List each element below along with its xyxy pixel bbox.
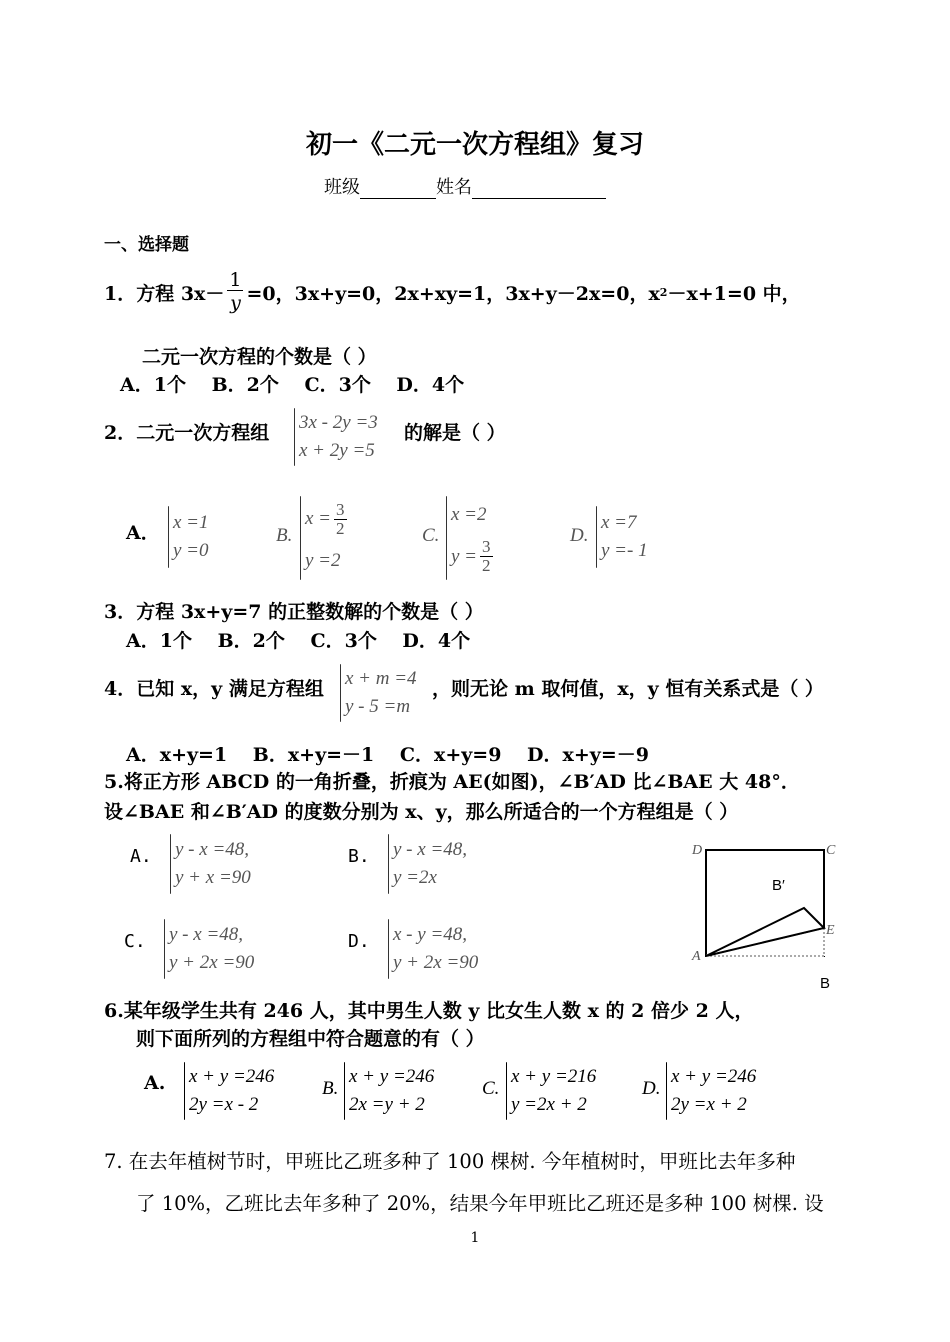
label-text: D. [570,525,589,546]
frac-den: 2 [336,518,345,538]
q2-eq1: 3x - 2y =3 [299,412,378,433]
system-lines [349,1063,434,1119]
option-eq: y =2x + 2 [511,1094,587,1115]
q5-option-c[interactable] [164,919,254,979]
q3-stem: 3．方程 3x+y=7 的正整数解的个数是（ ） [104,601,484,623]
system-lines [345,665,417,721]
option-eq: y =0 [173,540,209,561]
eq-text: y = [451,545,478,567]
header-fields [324,173,606,199]
system-lines [189,1063,274,1119]
q2-option-d[interactable] [596,506,648,568]
q7-line2: 了 10%，乙班比去年多种了 20%，结果今年甲班比乙班还是多种 100 树棵. 设 [136,1192,824,1215]
q6-option-d[interactable] [666,1062,756,1120]
brace [340,664,341,722]
q5-option-b[interactable] [388,834,467,894]
q2-option-b[interactable] [300,496,350,580]
q2-option-a[interactable] [168,506,209,568]
q1-options: A．1个 B．2个 C．3个 D．4个 [120,374,465,396]
q6-option-a-label: A. [144,1072,166,1094]
q1-stem [104,270,801,315]
label-text: B. [276,525,293,546]
q4-system [340,664,417,722]
q6-option-c-label [482,1078,503,1100]
option-eq: x + y =216 [511,1066,597,1087]
crease-ae [706,928,824,956]
option-eq: x - y =48, [393,924,468,945]
option-eq: y =2x [393,867,437,888]
square-outline [706,850,824,956]
option-eq: y - x =48, [393,839,468,860]
brace [300,496,301,580]
frac-num: 3 [482,537,491,557]
option-eq: x + y =246 [671,1066,757,1087]
brace [446,496,447,580]
q6-option-a[interactable] [184,1062,274,1120]
q5-line1: 5.将正方形 ABCD 的一角折叠，折痕为 AE(如图)，∠B′AD 比∠BAE 大 48°． [104,771,800,793]
q1-frac-den: y [230,292,241,314]
q6-line2: 则下面所列的方程组中符合题意的有（ ） [136,1028,485,1050]
fraction [480,538,493,575]
q2-option-d-label [570,525,592,547]
label-text: D. [642,1078,661,1099]
option-eq: y =- 1 [601,540,648,561]
frac-den: 2 [482,556,491,576]
system-lines [671,1063,756,1119]
system-lines [299,409,378,465]
option-eq: 2y =x + 2 [671,1094,747,1115]
q5-option-d-label: D. [348,931,370,952]
system-lines [169,921,254,977]
q4-stem-a: 4．已知 x，y 满足方程组 [104,678,324,700]
fold-figure [686,836,846,996]
option-eq: x + y =246 [349,1066,435,1087]
name-label: 姓名 [436,177,472,198]
label-text: B. [322,1078,339,1099]
q1-frac-num: 1 [229,269,242,291]
brace [506,1062,507,1120]
point-e-label: E [826,923,835,938]
q5-option-c-label: C. [124,931,146,952]
q4-stem-b: ，则无论 m 取何值，x，y 恒有关系式是（ ） [432,678,824,700]
q1-fraction [227,270,243,315]
brace [164,919,165,979]
q2-system [294,408,378,466]
class-label: 班级 [324,177,360,198]
frac-num: 3 [336,499,345,519]
system-lines [511,1063,596,1119]
section-heading: 一、选择题 [104,235,189,255]
brace [388,834,389,894]
brace [344,1062,345,1120]
q2-stem-a: 2．二元一次方程组 [104,422,270,444]
page-title: 初一《二元一次方程组》复习 [305,130,644,160]
point-bprime-label: B′ [772,877,785,894]
eq-text: x = [305,508,332,530]
class-blank[interactable] [360,180,436,199]
option-eq: y - x =48, [175,839,250,860]
fraction [334,501,347,538]
q2-stem-b: 的解是（ ） [404,422,506,444]
label-text: C. [482,1078,500,1099]
q4-eq1: x + m =4 [345,668,417,689]
q6-option-d-label [642,1078,664,1100]
q5-option-a[interactable] [170,834,251,894]
option-eq [305,501,350,538]
q7-line1: 7. 在去年植树节时，甲班比乙班多种了 100 棵树. 今年植树时，甲班比去年多种 [104,1150,796,1173]
brace [666,1062,667,1120]
q1-text-c: －x+1=0 中， [667,283,801,305]
name-blank[interactable] [472,180,606,199]
q6-option-b-label [322,1078,342,1100]
point-b-label: B [820,975,831,992]
q2-option-c-label [422,525,443,547]
option-eq: y - x =48, [169,924,244,945]
q2-option-c[interactable] [446,496,496,580]
option-eq: y + 2x =90 [169,952,255,973]
q3-options: A．1个 B．2个 C．3个 D．4个 [126,630,471,652]
point-d-label: D [692,843,703,858]
brace [596,506,597,568]
q5-option-a-label: A. [130,846,152,867]
q6-option-c[interactable] [506,1062,596,1120]
system-lines [305,496,350,580]
option-eq: 2x =y + 2 [349,1094,425,1115]
system-lines [175,836,251,892]
brace [388,919,389,979]
system-lines [173,509,209,565]
q1-text-b: =0，3x+y=0，2x+xy=1，3x+y－2x=0，x [246,283,660,305]
label-text: C. [422,525,440,546]
q2-eq2: x + 2y =5 [299,440,375,461]
q4-eq2: y - 5 =m [345,696,411,717]
point-a-label: A [692,949,701,964]
q5-line2: 设∠BAE 和∠B′AD 的度数分别为 x、y，那么所适合的一个方程组是（ ） [104,801,739,823]
q5-option-b-label: B. [348,846,370,867]
option-eq: y =2 [305,550,341,572]
option-eq: y + x =90 [175,867,251,888]
option-eq: 2y =x - 2 [189,1094,259,1115]
brace [184,1062,185,1120]
q5-option-d[interactable] [388,919,478,979]
q6-option-b[interactable] [344,1062,434,1120]
option-eq: y + 2x =90 [393,952,479,973]
system-lines [393,836,467,892]
system-lines [601,509,648,565]
q1-text-a: 1．方程 3x－ [104,283,225,305]
option-eq: x =2 [451,503,487,525]
brace [168,506,169,568]
brace [294,408,295,466]
q6-line1: 6.某年级学生共有 246 人，其中男生人数 y 比女生人数 x 的 2 倍少 2 人， [104,1000,754,1022]
q2-option-b-label [276,525,296,547]
q1-sup: 2 [659,286,668,299]
system-lines [393,921,478,977]
q1-line2: 二元一次方程的个数是（ ） [142,346,377,368]
option-eq [451,538,496,575]
brace [170,834,171,894]
point-c-label: C [826,843,836,858]
system-lines [451,496,496,580]
option-eq: x + y =246 [189,1066,275,1087]
q2-option-a-label: A． [126,522,160,544]
page-number: 1 [470,1230,480,1246]
q4-options: A．x+y=1 B．x+y=－1 C．x+y=9 D．x+y=－9 [126,744,649,766]
option-eq: x =7 [601,512,637,533]
option-eq: x =1 [173,512,209,533]
